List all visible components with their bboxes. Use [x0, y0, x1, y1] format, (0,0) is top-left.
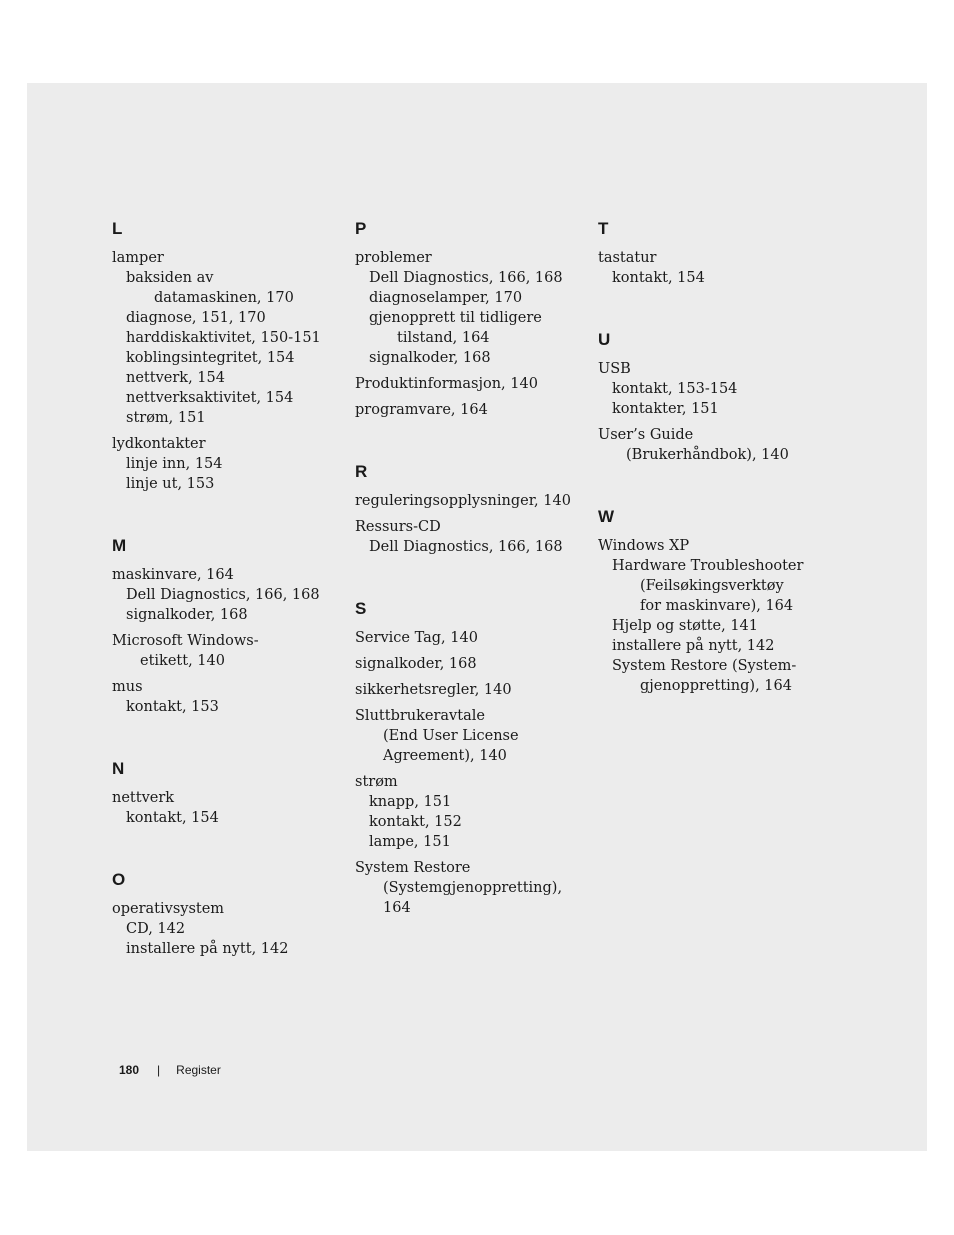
- index-term: Produktinformasjon, 140: [355, 376, 538, 392]
- index-subterm: installere på nytt, 142: [612, 638, 775, 654]
- index-subterm: datamaskinen, 170: [154, 290, 294, 306]
- footer-section-name: Register: [176, 1063, 221, 1077]
- index-entry: [355, 517, 590, 557]
- index-column-2: [355, 210, 590, 951]
- index-term: USB: [598, 361, 631, 377]
- index-term: signalkoder, 168: [355, 656, 477, 672]
- index-subterm: linje ut, 153: [126, 476, 215, 492]
- section-letter-heading: S: [355, 599, 367, 618]
- index-section-r: [355, 453, 590, 557]
- index-subterm: kontakter, 151: [612, 401, 719, 417]
- index-term: Service Tag, 140: [355, 630, 478, 646]
- index-section-l: [112, 210, 347, 494]
- index-section-u: [598, 321, 833, 465]
- index-subterm: lampe, 151: [369, 834, 451, 850]
- index-section-m: [112, 527, 347, 717]
- index-entry: [355, 654, 590, 674]
- index-subterm: (Brukerhåndbok), 140: [626, 447, 789, 463]
- index-section-s: [355, 590, 590, 918]
- index-section-w: [598, 498, 833, 696]
- index-entry: [598, 536, 833, 696]
- section-letter-heading: L: [112, 219, 123, 238]
- index-entry: [112, 788, 347, 828]
- index-subterm: nettverk, 154: [126, 370, 225, 386]
- index-term: tastatur: [598, 250, 657, 266]
- section-letter-heading: O: [112, 870, 126, 889]
- index-term: Windows XP: [598, 538, 690, 554]
- index-entry: [355, 400, 590, 420]
- index-entry: [112, 631, 347, 671]
- index-term: strøm: [355, 774, 398, 790]
- index-entry: [355, 706, 590, 766]
- index-term: Sluttbrukeravtale: [355, 708, 485, 724]
- index-subterm: gjenopprett til tidligere: [369, 310, 542, 326]
- index-subterm: linje inn, 154: [126, 456, 223, 472]
- section-letter-heading: M: [112, 536, 127, 555]
- index-column-3: [598, 210, 833, 729]
- index-column-1: [112, 210, 347, 992]
- section-letter-heading: W: [598, 507, 615, 526]
- index-entry: [355, 772, 590, 852]
- index-term: sikkerhetsregler, 140: [355, 682, 512, 698]
- index-entry: [112, 434, 347, 494]
- index-term: Ressurs-CD: [355, 519, 441, 535]
- index-entry: [598, 248, 833, 288]
- index-entry: [355, 491, 590, 511]
- index-term: System Restore: [355, 860, 471, 876]
- index-subterm: nettverksaktivitet, 154: [126, 390, 294, 406]
- index-subterm: tilstand, 164: [397, 330, 490, 346]
- index-subterm: kontakt, 154: [612, 270, 705, 286]
- index-subterm: 164: [383, 900, 411, 916]
- index-entry: [355, 680, 590, 700]
- index-term: nettverk: [112, 790, 175, 806]
- index-term: mus: [112, 679, 143, 695]
- index-term: reguleringsopplysninger, 140: [355, 493, 571, 509]
- index-entry: [355, 374, 590, 394]
- index-entry: [598, 425, 833, 465]
- section-letter-heading: T: [598, 219, 609, 238]
- index-subterm: strøm, 151: [126, 410, 206, 426]
- page-footer: [119, 1062, 221, 1078]
- section-letter-heading: P: [355, 219, 367, 238]
- section-letter-heading: N: [112, 759, 125, 778]
- index-entry: [112, 677, 347, 717]
- index-term: User’s Guide: [598, 427, 694, 443]
- index-subterm: CD, 142: [126, 921, 186, 937]
- index-subterm: for maskinvare), 164: [640, 598, 794, 614]
- index-subterm: gjenoppretting), 164: [640, 678, 792, 694]
- index-subterm: knapp, 151: [369, 794, 452, 810]
- index-term: problemer: [355, 250, 432, 266]
- index-subterm: baksiden av: [126, 270, 214, 286]
- page-number: 180: [119, 1063, 140, 1077]
- index-term: programvare, 164: [355, 402, 488, 418]
- index-subterm: kontakt, 152: [369, 814, 462, 830]
- index-term: lydkontakter: [112, 436, 206, 452]
- index-term: maskinvare, 164: [112, 567, 234, 583]
- index-subterm: Hardware Troubleshooter: [612, 558, 804, 574]
- index-section-p: [355, 210, 590, 420]
- index-entry: [112, 899, 347, 959]
- footer-separator: |: [157, 1063, 161, 1077]
- index-term: Microsoft Windows-: [112, 633, 259, 649]
- index-term: lamper: [112, 250, 164, 266]
- index-subterm: Hjelp og støtte, 141: [612, 618, 758, 634]
- index-section-o: [112, 861, 347, 959]
- index-subterm: Agreement), 140: [383, 748, 507, 764]
- index-subterm: (End User License: [383, 728, 519, 744]
- index-term: operativsystem: [112, 901, 225, 917]
- index-entry: [598, 359, 833, 419]
- index-entry: [355, 248, 590, 368]
- index-subterm: (Systemgjenoppretting),: [383, 880, 563, 896]
- index-subterm: installere på nytt, 142: [126, 941, 289, 957]
- index-subterm: Dell Diagnostics, 166, 168: [369, 270, 563, 286]
- index-subterm: etikett, 140: [140, 653, 225, 669]
- index-entry: [112, 565, 347, 625]
- index-subterm: diagnose, 151, 170: [126, 310, 266, 326]
- index-subterm: kontakt, 154: [126, 810, 219, 826]
- index-subterm: (Feilsøkingsverktøy: [640, 578, 784, 594]
- index-subterm: koblingsintegritet, 154: [126, 350, 295, 366]
- index-section-n: [112, 750, 347, 828]
- index-subterm: signalkoder, 168: [369, 350, 491, 366]
- index-subterm: kontakt, 153-154: [612, 381, 738, 397]
- section-letter-heading: U: [598, 330, 611, 349]
- index-subterm: Dell Diagnostics, 166, 168: [369, 539, 563, 555]
- index-subterm: signalkoder, 168: [126, 607, 248, 623]
- index-entry: [112, 248, 347, 428]
- section-letter-heading: R: [355, 462, 368, 481]
- index-section-t: [598, 210, 833, 288]
- index-subterm: kontakt, 153: [126, 699, 219, 715]
- index-subterm: diagnoselamper, 170: [369, 290, 523, 306]
- index-subterm: System Restore (System-: [612, 658, 797, 674]
- index-entry: [355, 628, 590, 648]
- index-entry: [355, 858, 590, 918]
- index-subterm: harddiskaktivitet, 150-151: [126, 330, 321, 346]
- index-subterm: Dell Diagnostics, 166, 168: [126, 587, 320, 603]
